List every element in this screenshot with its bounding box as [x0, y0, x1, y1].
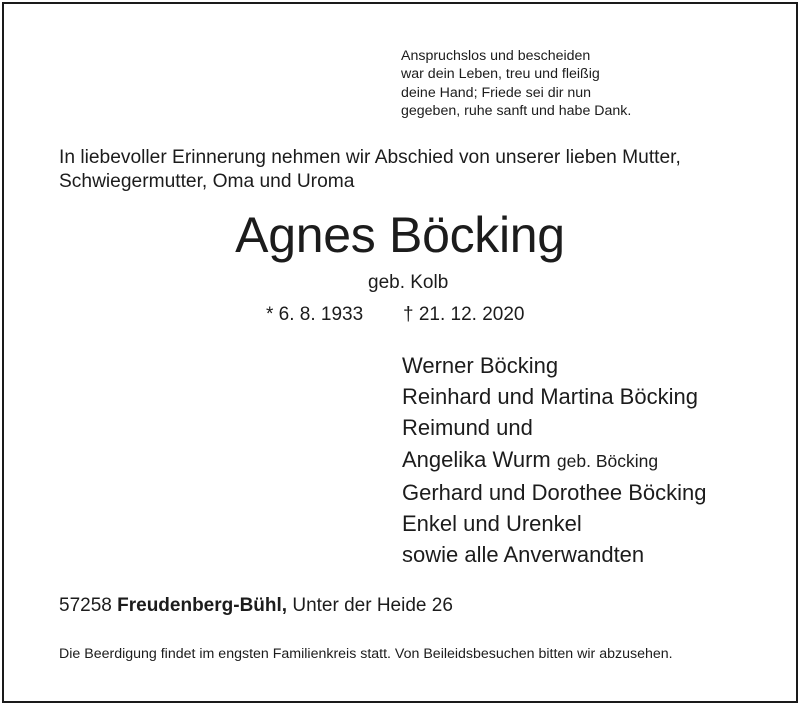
mourner-name: Angelika Wurm: [402, 446, 551, 472]
maiden-name: geb. Kolb: [368, 272, 449, 293]
mourner-maiden-note: geb. Böcking: [556, 450, 659, 471]
mourner-line: [402, 444, 707, 477]
mourner-line: Reinhard und Martina Böcking: [402, 384, 698, 410]
poem-line: gegeben, ruhe sanft und habe Dank.: [401, 103, 632, 120]
deceased-name: Agnes Böcking: [235, 207, 565, 263]
mourner-line: Werner Böcking: [402, 353, 559, 378]
death-date: † 21. 12. 2020: [403, 304, 525, 325]
funeral-notice: Die Beerdigung findet im engsten Familienkreis statt. Von Beileidsbesuchen bitten wir abzusehen.: [59, 646, 673, 662]
poem-verse: [401, 47, 631, 121]
mourner-line: Reimund und: [402, 415, 533, 441]
mourner-line: Enkel und Urenkel: [402, 511, 582, 537]
address-postcode: 57258: [59, 595, 112, 616]
birth-date: * 6. 8. 1933: [266, 304, 364, 325]
family-address: [59, 594, 453, 618]
poem-line: Anspruchslos und bescheiden: [401, 48, 591, 64]
mourners-list: [402, 350, 707, 570]
mourner-line: sowie alle Anverwandten: [402, 542, 645, 568]
address-street: Unter der Heide 26: [292, 595, 453, 616]
intro-line-1: In liebevoller Erinnerung nehmen wir Abschied von unserer lieben Mutter,: [59, 147, 681, 168]
address-city: Freudenberg-Bühl,: [117, 595, 288, 616]
poem-line: deine Hand; Friede sei dir nun: [401, 84, 592, 101]
intro-text: [59, 146, 681, 194]
poem-line: war dein Leben, treu und fleißig: [401, 66, 600, 83]
intro-line-2: Schwiegermutter, Oma und Uroma: [59, 171, 355, 192]
mourner-line: Gerhard und Dorothee Böcking: [402, 479, 707, 505]
